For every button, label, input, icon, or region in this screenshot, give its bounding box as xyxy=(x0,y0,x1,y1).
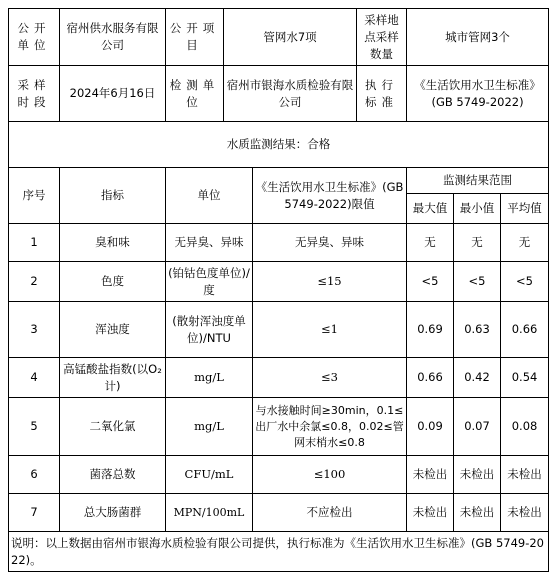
row-avg: 未检出 xyxy=(501,456,549,494)
row-indicator: 臭和味 xyxy=(60,224,166,262)
row-max: 未检出 xyxy=(407,456,454,494)
row-limit: 不应检出 xyxy=(253,494,407,532)
info-row-1 xyxy=(9,9,549,66)
header-limit: 《生活饮用水卫生标准》(GB 5749-2022)限值 xyxy=(253,168,407,224)
table-row xyxy=(9,358,549,398)
row-min: 未检出 xyxy=(454,494,501,532)
row-max: <5 xyxy=(407,262,454,302)
row-avg: 无 xyxy=(501,224,549,262)
table-row xyxy=(9,262,549,302)
row-unit: 无异臭、异味 xyxy=(166,224,253,262)
label-standard: 执行标准 xyxy=(357,66,407,122)
row-avg: <5 xyxy=(501,262,549,302)
row-min: 0.63 xyxy=(454,302,501,358)
table-row xyxy=(9,398,549,456)
row-max: 0.69 xyxy=(407,302,454,358)
info-row-2 xyxy=(9,66,549,122)
row-max: 未检出 xyxy=(407,494,454,532)
row-no: 7 xyxy=(9,494,60,532)
row-max: 无 xyxy=(407,224,454,262)
sampling-value: 城市管网3个 xyxy=(407,9,549,66)
header-min: 最小值 xyxy=(454,194,501,224)
summary-row xyxy=(9,122,549,168)
label-agency: 检测单位 xyxy=(166,66,224,122)
row-limit: ≤15 xyxy=(253,262,407,302)
row-indicator: 浑浊度 xyxy=(60,302,166,358)
row-limit: ≤100 xyxy=(253,456,407,494)
label-sampling: 采样地点采样数量 xyxy=(357,9,407,66)
row-avg: 0.66 xyxy=(501,302,549,358)
table-row xyxy=(9,224,549,262)
row-min: 0.07 xyxy=(454,398,501,456)
table-row xyxy=(9,302,549,358)
row-indicator: 高锰酸盐指数(以O₂计) xyxy=(60,358,166,398)
row-max: 0.09 xyxy=(407,398,454,456)
row-no: 6 xyxy=(9,456,60,494)
row-max: 0.66 xyxy=(407,358,454,398)
row-avg: 0.54 xyxy=(501,358,549,398)
label-period: 采样时段 xyxy=(9,66,60,122)
row-unit: (铂钴色度单位)/度 xyxy=(166,262,253,302)
row-no: 2 xyxy=(9,262,60,302)
row-limit: 与水接触时间≥30min，0.1≤出厂水中余氯≤0.8，0.02≤管网末梢水≤0.8 xyxy=(253,398,407,456)
standard-value: 《生活饮用水卫生标准》(GB 5749-2022) xyxy=(407,66,549,122)
row-limit: ≤1 xyxy=(253,302,407,358)
row-indicator: 总大肠菌群 xyxy=(60,494,166,532)
row-unit: CFU/mL xyxy=(166,456,253,494)
row-unit: MPN/100mL xyxy=(166,494,253,532)
row-avg: 未检出 xyxy=(501,494,549,532)
row-min: 未检出 xyxy=(454,456,501,494)
header-range: 监测结果范围 xyxy=(407,168,549,194)
row-unit: mg/L xyxy=(166,358,253,398)
row-min: <5 xyxy=(454,262,501,302)
row-avg: 0.08 xyxy=(501,398,549,456)
header-avg: 平均值 xyxy=(501,194,549,224)
row-min: 0.42 xyxy=(454,358,501,398)
label-project: 公开项目 xyxy=(166,9,224,66)
project-value: 管网水7项 xyxy=(224,9,357,66)
row-limit: ≤3 xyxy=(253,358,407,398)
header-indicator: 指标 xyxy=(60,168,166,224)
row-indicator: 二氧化氯 xyxy=(60,398,166,456)
header-no: 序号 xyxy=(9,168,60,224)
row-unit: (散射浑浊度单位)/NTU xyxy=(166,302,253,358)
table-row xyxy=(9,456,549,494)
row-no: 3 xyxy=(9,302,60,358)
row-no: 5 xyxy=(9,398,60,456)
monitoring-result-summary: 水质监测结果：合格 xyxy=(9,122,549,168)
agency-value: 宿州市银海水质检验有限公司 xyxy=(224,66,357,122)
header-max: 最大值 xyxy=(407,194,454,224)
row-indicator: 色度 xyxy=(60,262,166,302)
note-row xyxy=(9,532,549,572)
row-no: 1 xyxy=(9,224,60,262)
unit-value: 宿州供水服务有限公司 xyxy=(60,9,166,66)
column-header-row-1 xyxy=(9,168,549,194)
row-min: 无 xyxy=(454,224,501,262)
label-unit: 公开单位 xyxy=(9,9,60,66)
row-no: 4 xyxy=(9,358,60,398)
row-unit: mg/L xyxy=(166,398,253,456)
report-note: 说明：以上数据由宿州市银海水质检验有限公司提供，执行标准为《生活饮用水卫生标准》(GB 5749-2022)。 xyxy=(9,532,549,572)
report-table xyxy=(8,8,549,572)
row-indicator: 菌落总数 xyxy=(60,456,166,494)
period-value: 2024年6月16日 xyxy=(60,66,166,122)
row-limit: 无异臭、异味 xyxy=(253,224,407,262)
header-unit: 单位 xyxy=(166,168,253,224)
table-row xyxy=(9,494,549,532)
